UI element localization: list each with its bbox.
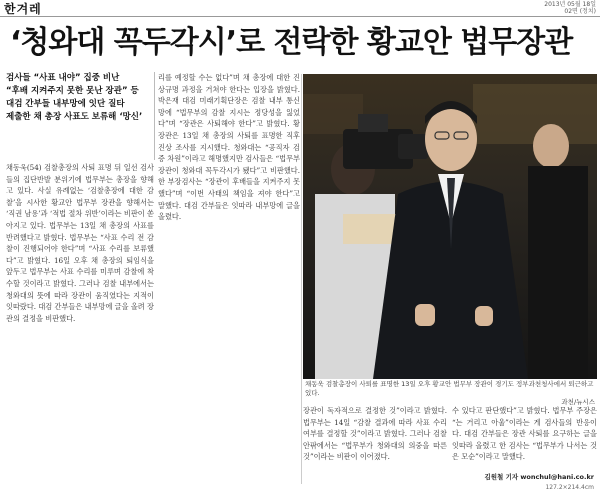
- masthead-logo: 한겨레: [4, 2, 42, 16]
- subdeck-line: “후배 지켜주지 못한 못난 장관” 등: [6, 86, 139, 96]
- caption-text: 채동욱 검찰총장이 사퇴를 표명한 13일 오후 황교안 법무부 장관이 경기도 정부과천청사에서 퇴근하고 있다.: [305, 380, 594, 397]
- subdeck: [6, 72, 155, 160]
- column-divider: [301, 74, 302, 484]
- subdeck-line: 제출한 채 총장 사표도 보류해 ‘망신’: [6, 112, 143, 122]
- dateline-date: 2013년 05월 18일: [544, 1, 596, 8]
- folio: 127.2×214.4cm: [545, 484, 594, 491]
- dateline: [544, 1, 596, 15]
- photo-credit: 과천/뉴시스: [561, 398, 595, 406]
- subdeck-line: 검사들 “사표 내야” 집중 비난: [6, 73, 120, 83]
- article-text: 장관이 독자적으로 결정한 것”이라고 밝혔다. 법무부는 14일 “감찰 결과에 따라 사표 수리 여부를 결정할 것”이라고 밝혔다. 그러나 검찰 안팎에서는 “법무부가 청와대의 의중을 따른 것”이라는 비판이 이어졌다.: [303, 406, 447, 462]
- byline: 김원철 기자 wonchul@hani.co.kr: [484, 473, 594, 481]
- article-column-3: [303, 405, 447, 467]
- article-column-4: [452, 405, 597, 467]
- news-photo: [303, 74, 597, 379]
- headline: ‘청와대 꼭두각시’로 전락한 황교안 법무장관: [10, 25, 573, 60]
- top-bar: [0, 0, 600, 17]
- article-text: 리를 예정할 수는 없다”며 채 총장에 대한 진상규명 과정을 거쳐야 한다는 입장을 밝혔다. 박은재 대검 미래기획단장은 검찰 내부 통신망에 “법무부의 감찰 지시는 정당성을 잃었다”며 “장관은 사퇴해야 한다”고 밝혔다. 황 장관은 13일 채 총장의 사퇴를 표명한 직후 진상 조사를 지시했다. 청와대는 “공직자 검증 차원”이라고 해명했지만 검사들은 “법무부 장관이 청와대 꼭두각시가 됐다”고 비판했다. 한 부장검사는 “장관이 후배들을 지켜주지 못했다”며 “이번 사태의 책임을 져야 한다”고 말했다. 대검 간부들은 잇따라 내부망에 글을 올렸다.: [158, 73, 300, 222]
- article-text: 수 있다고 판단했다”고 밝혔다. 법무부 주장은 “는 거리고 아울”이라는 게 검사들의 반응이다. 대검 간부들은 장관 사퇴를 요구하는 글을 잇따라 올렸고 한 검사는 “법무부가 나서는 것은 모순”이라고 말했다.: [452, 406, 597, 462]
- article-column-1: [6, 162, 154, 488]
- dateline-page: 02면 (정치): [564, 8, 596, 15]
- article-column-2: [158, 72, 300, 488]
- subdeck-line: 대검 간부들 내부망에 잇단 질타: [6, 99, 125, 109]
- photo-caption: [305, 380, 595, 406]
- article-text: 채동욱(54) 검찰총장의 사퇴 표명 뒤 일선 검사들의 집단반발 분위기에 법무부는 총장을 향해 고 있다. 사실 유례없는 ‘검찰총장에 대한 감찰’을 시사한 황교안 법무부 장관을 향해서는 ‘직권 남용’과 ‘적법 절차 위반’이라는 비판이 쏟아지고 있다. 법무부는 13일 채 총장의 사표를 반려했다고 밝혔다. 법무부는 “사표 수리 전 감찰이 진행되어야 한다”며 “사표 수리를 보류했다”고 밝혔다. 16일 오후 채 총장의 퇴임식을 앞두고 법무부는 사표 수리를 미루며 감찰에 착수할 것이라고 밝혔다. 그러나 검찰 내부에서는 청와대의 뜻에 따라 장관이 움직였다는 지적이 잇따랐다. 대검 간부들은 내부망에 글을 올려 장관의 결정을 비판했다.: [6, 163, 154, 323]
